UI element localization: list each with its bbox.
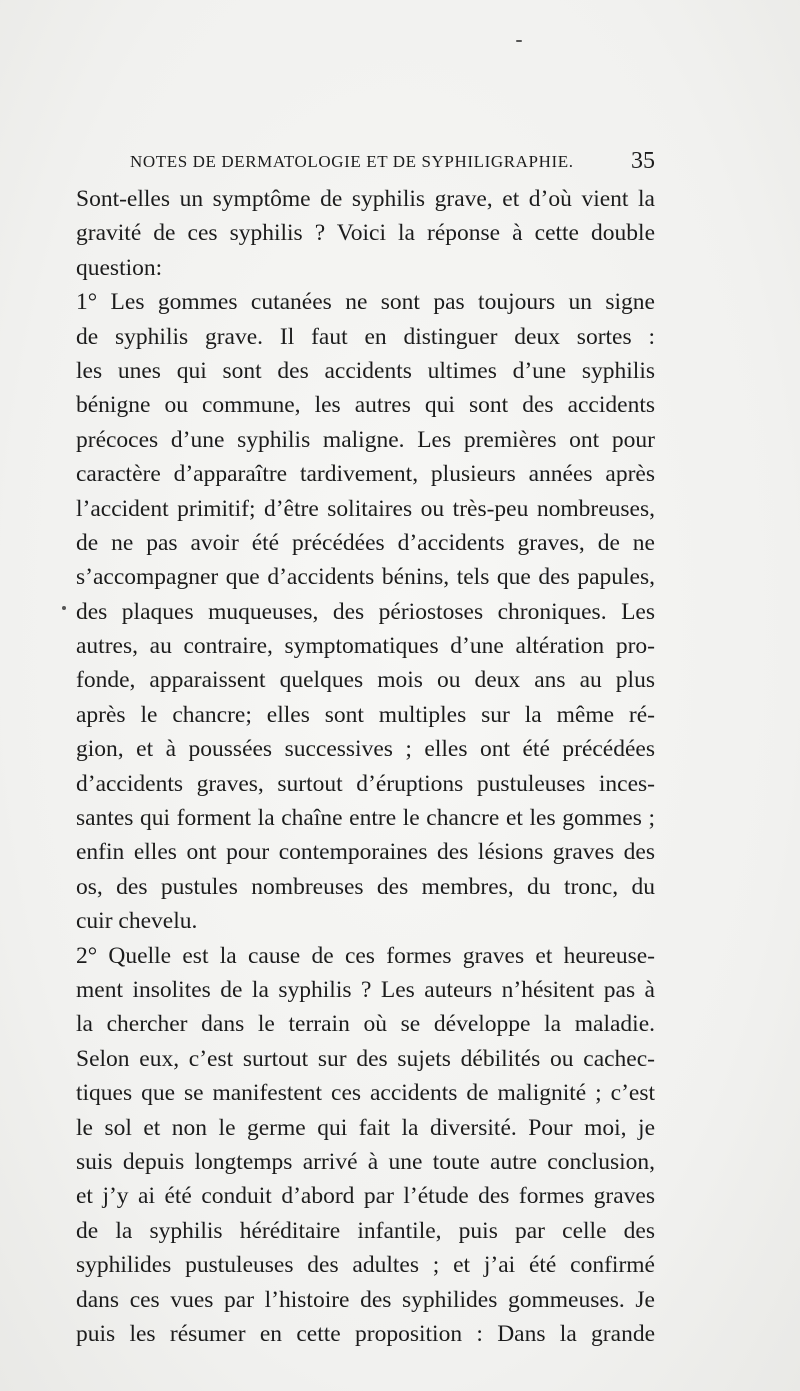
text-line: puis les résumer en cette proposition : Dans la grande <box>76 1320 655 1347</box>
text-line: santes qui forment la chaîne entre le chancre et les gommes ; <box>76 805 655 832</box>
text-line: précoces d’une syphilis maligne. Les premières ont pour <box>76 426 655 453</box>
text-line: de ne pas avoir été précédées d’accidents graves, de ne <box>76 529 655 556</box>
text-line: Sont-elles un symptôme de syphilis grave, et d’où vient la <box>76 186 655 212</box>
text-line: os, des pustules nombreuses des membres, du tronc, du <box>76 873 655 900</box>
text-line: syphilides pustuleuses des adultes ; et j’ai été confirmé <box>76 1252 655 1279</box>
ink-speck <box>516 40 522 42</box>
text-line: enfin elles ont pour contemporaines des lésions graves des <box>76 839 655 866</box>
text-line: des plaques muqueuses, des périostoses chroniques. Les <box>76 598 655 625</box>
text-line: après le chancre; elles sont multiples sur la même ré- <box>76 701 655 728</box>
text-line: bénigne ou commune, les autres qui sont des accidents <box>76 392 655 419</box>
text-line: autres, au contraire, symptomatiques d’une altération pro- <box>76 633 655 660</box>
text-line: tiques que se manifestent ces accidents de malignité ; c’est <box>76 1080 655 1107</box>
running-header <box>130 148 655 178</box>
ink-speck <box>62 606 66 610</box>
text-line: gravité de ces syphilis ? Voici la réponse à cette double <box>76 220 655 247</box>
text-line: de la syphilis héréditaire infantile, puis par celle des <box>76 1217 655 1244</box>
text-line: s’accompagner que d’accidents bénins, tels que des papules, <box>76 564 655 591</box>
text-line: question: <box>76 254 163 281</box>
text-line: le sol et non le germe qui fait la diversité. Pour moi, je <box>76 1114 655 1141</box>
text-line: ment insolites de la syphilis ? Les auteurs n’hésitent pas à <box>76 976 655 1003</box>
text-line: de syphilis grave. Il faut en distinguer deux sortes : <box>76 323 655 350</box>
text-line: 1° Les gommes cutanées ne sont pas toujours un signe <box>76 289 655 316</box>
text-line: Selon eux, c’est surtout sur des sujets débilités ou cachec- <box>76 1045 655 1072</box>
running-header-title: NOTES DE DERMATOLOGIE ET DE SYPHILIGRAPHIE. <box>130 152 574 171</box>
text-line: et j’y ai été conduit d’abord par l’étude des formes graves <box>76 1183 655 1210</box>
text-line: l’accident primitif; d’être solitaires ou très-peu nombreuses, <box>76 495 655 522</box>
body-text <box>76 182 655 1351</box>
text-line: la chercher dans le terrain où se développe la maladie. <box>76 1011 655 1038</box>
text-line: fonde, apparaissent quelques mois ou deux ans au plus <box>76 667 655 694</box>
text-line: cuir chevelu. <box>76 908 198 935</box>
text-line: dans ces vues par l’histoire des syphilides gommeuses. Je <box>76 1286 655 1313</box>
text-line: les unes qui sont des accidents ultimes d’une syphilis <box>76 357 655 384</box>
text-line: 2° Quelle est la cause de ces formes graves et heureuse- <box>76 942 655 969</box>
text-line: d’accidents graves, surtout d’éruptions pustuleuses inces- <box>76 770 655 797</box>
page-number: 35 <box>631 148 655 174</box>
text-line: gion, et à poussées successives ; elles ont été précédées <box>76 736 655 763</box>
text-line: suis depuis longtemps arrivé à une toute autre conclusion, <box>76 1148 655 1175</box>
text-line: caractère d’apparaître tardivement, plusieurs années après <box>76 461 655 488</box>
